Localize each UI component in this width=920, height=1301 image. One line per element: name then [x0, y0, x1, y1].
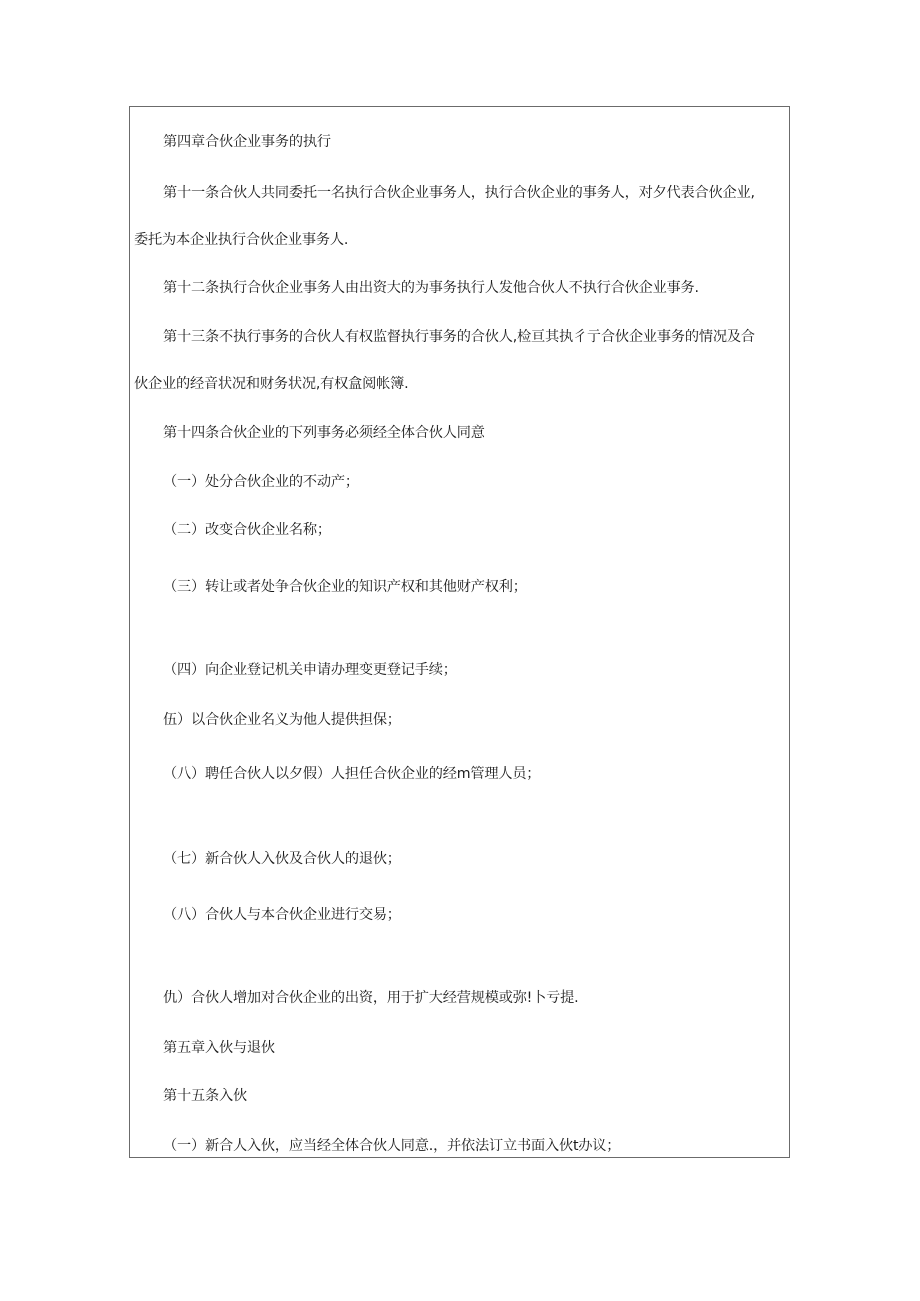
item-1: （一）处分合伙企业的不动产；: [163, 474, 359, 490]
article-13-line-1: 第十三条不执行事务的合伙人有权监督执行事务的合伙人,检亘其执彳亍合伙企业事务的情况及合: [163, 329, 755, 345]
article-13-line-2: 伙企业的经音状况和财务状况,有权盒阅帐簿.: [134, 376, 409, 392]
chapter-5-heading: 第五章入伙与退伙: [163, 1040, 275, 1056]
item-5: 伍）以合伙企业名义为他人提供担保；: [163, 712, 401, 728]
item-2: （二）改变合伙企业名称；: [163, 522, 331, 538]
item-9: 仇）合伙人增加对合伙企业的出资，用于扩大经营规模或弥!卜亏提.: [163, 990, 579, 1006]
article-15-heading: 第十五条入伙: [163, 1088, 247, 1104]
item-6: （八）聘任合伙人以夕假）人担任合伙企业的经m管理人员；: [163, 766, 541, 782]
document-frame: [129, 106, 790, 1158]
item-3: （三）转让或者处争合伙企业的知识产权和其他财产权利；: [163, 579, 527, 595]
article-12: 第十二条执行合伙企业事务人由出资大的为事务执行人发他合伙人不执行合伙企业事务.: [163, 280, 699, 296]
item-8: （八）合伙人与本合伙企业进行交易；: [163, 907, 401, 923]
item-4: （四）向企业登记机关申请办理变更登记手续；: [163, 662, 457, 678]
chapter-4-heading: 第四章合伙企业事务的执行: [163, 134, 331, 150]
article-11-line-2: 委托为本企业执行合伙企业事务人.: [134, 232, 349, 248]
article-11-line-1: 第十一条合伙人共同委托一名执行合伙企业事务人，执行合伙企业的事务人，对夕代表合伙企业,: [163, 185, 755, 201]
article-15-item-1: （一）新合人入伙，应当经全体合伙人同意.，并依法订立书面入伙t办议；: [163, 1138, 621, 1154]
article-14: 第十四条合伙企业的下列事务必须经全体合伙人同意: [163, 425, 485, 441]
item-7: （七）新合伙人入伙及合伙人的退伙；: [163, 851, 401, 867]
